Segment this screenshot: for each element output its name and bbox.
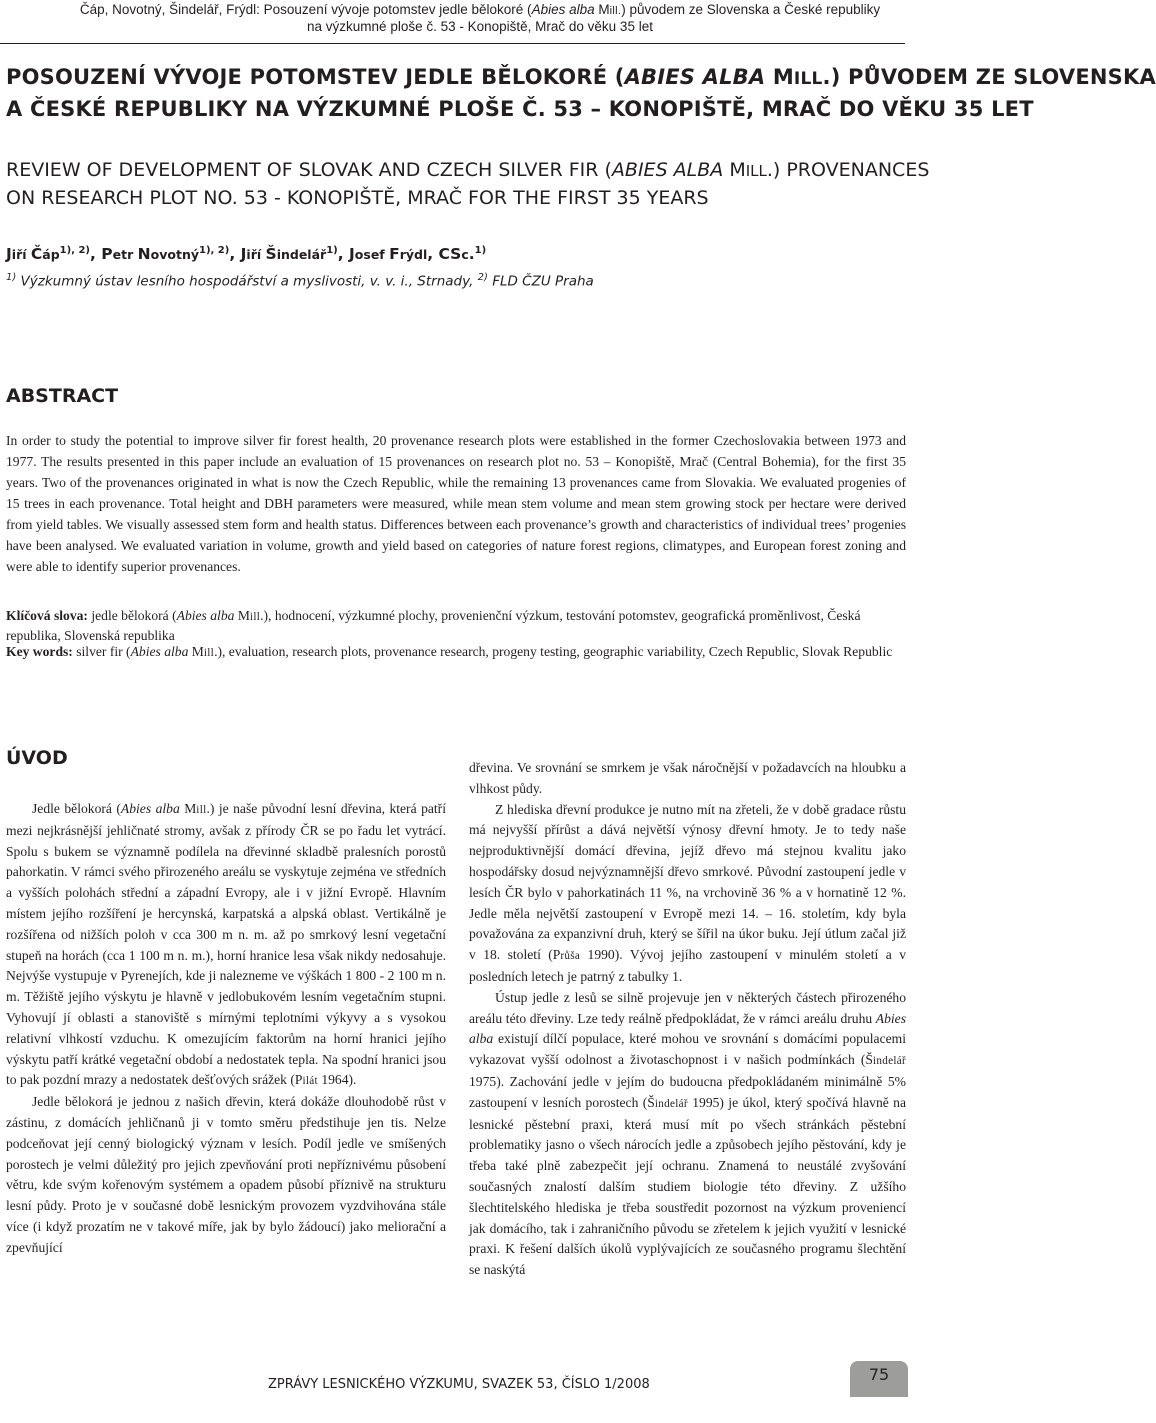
affiliation-text: FLD ČZU Praha xyxy=(487,273,594,290)
author-text: c xyxy=(461,247,469,263)
author-text: J xyxy=(349,245,355,264)
title-author: ILL xyxy=(745,162,767,180)
author-text: ovotný xyxy=(150,247,199,263)
paragraph-text: 1995) je úkol, který spočívá hlavně na lesnické pěstební praxi, která musí mít po všech stránkách pěstební problematiky jasno o všech nárocích jedle a způsobech jejího pěstování, kdy je třeba také plně zabezpečit její ochranu. Znamená to neustálé zvyšování současných znalostí dalším studiem biologie této dřeviny. Z užšího šlechtitelského hlediska je třeba soustředit pozornost na výzkum proveniencí jak domácího, tak i zahraničního původu se zřetelem k jejich využití v lesnické praxi. K řešení dalších úkolů vyplývajících ze současného programu šlechtění se naskýtá xyxy=(469,1094,907,1278)
keywords-text: .), evaluation, research plots, provenance research, progeny testing, geographic variability, Czech Republic, Slovak Republic xyxy=(214,644,893,659)
author-separator: , xyxy=(90,245,102,264)
citation-author: indelář xyxy=(872,1055,906,1068)
author-text: J xyxy=(240,245,247,264)
keywords-text: jedle bělokorá ( xyxy=(87,608,177,623)
citation-author: P xyxy=(552,947,561,963)
keywords-label: Key words: xyxy=(6,644,73,659)
keywords-czech xyxy=(6,607,906,645)
citation-author: Š xyxy=(647,1094,655,1110)
running-header-text: ) původem ze Slovenska a České republiky xyxy=(621,2,881,17)
author-text: rýdl xyxy=(399,247,428,263)
page-number: 75 xyxy=(868,1365,890,1384)
uvod-paragraph-2: Jedle bělokorá je jednou z našich dřevin, která dokáže dlouhodobě růst v zástinu, z domácích jehličnanů ji v tomto směru předstihuje jen tis. Nelze podceňovat její cenný biologický význam v lesích. Podíl jedle ve smíšených porostech je velmi důležitý pro jejich zpevňování proti nepříznivému působení větru, kde svým kořenovým systémem a opadem působí příznivě na strukturu lesní půdy. Proto je v současné době lesnickým provozem vyzdvihována stále více (i když prozatím ne v takové míře, jak by bylo žádoucí) jako meliorační a zpevňující xyxy=(6,1094,446,1255)
paragraph-text: 1975). Zachování jedle v jejím do budoucna předpokládaném minimálně 5% zastoupení v lesních porostech ( xyxy=(469,1073,906,1110)
author-affiliation-mark: 1) xyxy=(474,245,487,256)
author-text: indelář xyxy=(276,247,327,263)
paragraph-text: 1964). xyxy=(317,1072,357,1088)
paragraph-text: existují dílčí populace, které mohou ve srovnání s domácími populacemi vykazovat vyšší odolnost a životaschopnost i v našich podmínkách ( xyxy=(469,1031,906,1068)
keywords-label: Klíčová slova: xyxy=(6,608,88,623)
author-text: osef xyxy=(354,247,390,263)
affiliation-text: Výzkumný ústav lesního hospodářství a myslivosti, v. v. i., Strnady, xyxy=(16,273,478,290)
author-affiliation-mark: 1) xyxy=(326,245,338,256)
author-text: áp xyxy=(42,247,60,263)
abstract-heading: ABSTRACT xyxy=(6,385,119,407)
affiliation-mark: 1) xyxy=(6,272,17,283)
running-header-text: M xyxy=(594,2,610,17)
citation-author: Š xyxy=(865,1052,873,1068)
keywords-author: ill xyxy=(249,611,261,623)
author-affiliation-mark: 1), 2) xyxy=(59,245,90,256)
uvod-paragraph-2-continued: dřevina. Ve srovnání se smrkem je však náročnější v požadavcích na hloubku a vlhkost půdy. xyxy=(469,760,906,796)
paragraph-text: Z hlediska dřevní produkce je nutno mít na zřeteli, že v době gradace růstu má nejvyšší přírůst a dává největší výnosy dřevní hmoty. Je to tedy naše nejproduktivnější domácí dřevina, jejíž dřevo má stejnou kvalitu jako hospodářsky dosud nejvýznamnější dřevo smrkové. Původní zastoupení jedle v lesích ČR bylo v pahorkatinách 11 %, na vrchovině 36 % a v hornatině 12 %. Jedle měla největší zastoupení v Evropě mezi 14. – 16. stoletím, kdy byla považována za expanzivní druh, který se šířil na úkor buku. Její útlum začal již v 18. století ( xyxy=(469,801,906,963)
paragraph-text: M xyxy=(179,801,197,816)
citation-author: P xyxy=(294,1072,303,1088)
author-text: P xyxy=(101,245,113,264)
author-list xyxy=(6,245,486,263)
author-text: . xyxy=(468,245,475,264)
keywords-species: Abies alba xyxy=(130,644,189,659)
uvod-paragraph-1 xyxy=(6,799,446,1092)
title-czech-line2: A ČESKÉ REPUBLIKY NA VÝZKUMNÉ PLOŠE Č. 53 – KONOPIŠTĚ, MRAČ DO VĚKU 35 LET xyxy=(6,97,1034,121)
abstract-text: In order to study the potential to improve silver fir forest health, 20 provenance research plots were established in the former Czechoslovakia between 1973 and 1977. The results presented in this paper include an evaluation of 15 provenances on research plot no. 53 – Konopiště, Mrač (Central Bohemia), for the first 35 years. Two of the provenances originated in what is now the Czech Republic, while the remaining 13 provenances came from Slovakia. We evaluated progenies of 15 trees in each provenance. Total height and DBH parameters were measured, while mean stem volume and mean stem growing stock per hectare were derived from yield tables. We visually assessed stem form and health status. Differences between each provenance’s growth and characteristics of individual trees’ progenies have been analysed. We evaluated variation in volume, growth and yield based on categories of nature forest regions, climatypes, and European forest zoning and were able to identify superior provenances. xyxy=(6,433,906,574)
title-czech-line1 xyxy=(6,61,1156,95)
affiliation-mark: 2) xyxy=(477,272,488,283)
keywords-author: ill xyxy=(203,647,215,659)
running-header-text: Čáp, Novotný, Šindelář, Frýdl: Posouzení vývoje potomstev jedle bělokoré ( xyxy=(79,2,532,17)
paragraph-text: Jedle bělokorá ( xyxy=(32,801,121,816)
left-column xyxy=(6,799,446,1259)
citation-author: indelář xyxy=(654,1097,688,1110)
running-header-line1 xyxy=(0,2,960,19)
paragraph-text: .) je naše původní lesní dřevina, která patří mezi nejkrásnější jehličnaté stromy, avšak z přírody ČR se po řadu let vytrácí. Spolu s bukem se významně podílela na dřevinné skladbě pralesních porostů pahorkatin. V rámci svého přirozeného areálu se vyskytuje zejména ve středních a vyšších polohách střední a západní Evropy, ale i v jižní Evropě. Hlavním místem jejího rozšíření je hercynská, karpatská a alpská oblast. Vertikálně je rozšířena od nižších poloh v cca 300 m n. m. až po smrkový lesní vegetační stupeň na horách (cca 1 100 m n. m.), horní hranice lesa však nikdy nedosahuje. Nejvýše vystupuje v Pyrenejích, kde ji nalezneme ve výškách 1 800 - 2 100 m n. m. Těžiště jejího výskytu je hlavně v jedlobukovém lesním vegetačním stupni. Vyhovují jí oblasti a stanoviště s mírnými teplotními výkyvy a s vysokou relativní vlhkostí vzduchu. K omezujícím faktorům na horní hranici jejího výskytu patří krátké vegetační období a nedostatek tepla. Na spodní hranici jsou to pak pozdní mrazy a nedostatek dešťových srážek ( xyxy=(6,801,446,1088)
author-text: iří xyxy=(246,247,266,263)
running-header xyxy=(0,2,960,34)
citation-author: růša xyxy=(560,950,581,963)
author-text: etr xyxy=(112,247,138,263)
author-affiliation-mark: 1), 2) xyxy=(199,245,230,256)
paragraph-text: Ústup jedle z lesů se silně projevuje jen v některých částech přirozeného areálu této dřeviny. Lze tedy reálně předpokládat, že v rámci areálu druhu xyxy=(469,989,906,1026)
keywords-text: .), hodnocení, výzkumné plochy, provenienční výzkum, testování potomstev, geografická proměnlivost, Česká republika, Slovenská republika xyxy=(6,608,861,643)
author-text: Č xyxy=(30,245,43,264)
title-english-line2: ON RESEARCH PLOT NO. 53 - KONOPIŠTĚ, MRAČ FOR THE FIRST 35 YEARS xyxy=(6,187,709,209)
header-rule xyxy=(0,43,905,44)
right-column xyxy=(469,758,906,1281)
title-author: ILL xyxy=(793,69,823,89)
author-text: Š xyxy=(265,245,277,264)
uvod-paragraph-3 xyxy=(469,800,906,988)
keywords-species: Abies alba xyxy=(176,608,235,623)
title-text: M xyxy=(723,159,746,181)
running-header-author: ill. xyxy=(609,5,622,17)
running-header-species: Abies alba xyxy=(531,2,595,17)
author-text: iří xyxy=(11,247,31,263)
author-text: , CS xyxy=(427,245,462,264)
keywords-text: silver fir ( xyxy=(72,644,131,659)
citation-author: ilát xyxy=(302,1075,318,1088)
uvod-heading: ÚVOD xyxy=(6,747,68,769)
author-separator: , xyxy=(229,245,241,264)
author-text: J xyxy=(6,245,12,264)
author-separator: , xyxy=(337,245,350,264)
page-number-box xyxy=(850,1361,908,1397)
title-species: ABIES ALBA xyxy=(611,159,724,181)
affiliations xyxy=(6,272,594,290)
paragraph-species: Abies alba xyxy=(120,801,180,816)
keywords-text: M xyxy=(234,608,250,623)
keywords-english xyxy=(6,643,906,663)
title-english-line1 xyxy=(6,156,930,185)
author-text: N xyxy=(137,245,151,264)
paragraph-species: Abies alba xyxy=(469,1010,906,1047)
title-text: POSOUZENÍ VÝVOJE POTOMSTEV JEDLE BĚLOKORÉ ( xyxy=(6,65,625,89)
running-header-line2: na výzkumné ploše č. 53 - Konopiště, Mrač do věku 35 let xyxy=(307,19,653,34)
title-text: REVIEW OF DEVELOPMENT OF SLOVAK AND CZECH SILVER FIR ( xyxy=(6,159,612,181)
footer-journal: ZPRÁVY LESNICKÉHO VÝZKUMU, SVAZEK 53, ČÍSLO 1/2008 xyxy=(268,1377,650,1392)
uvod-paragraph-4 xyxy=(469,988,906,1281)
paragraph-text: 1990). Vývoj jejího zastoupení v minulém století a v posledních letech je patrný z tabulky 1. xyxy=(469,947,906,984)
title-species: ABIES ALBA xyxy=(624,65,766,89)
author-text: F xyxy=(389,245,400,264)
keywords-text: M xyxy=(188,644,204,659)
title-text: .) PŮVODEM ZE SLOVENSKA xyxy=(822,65,1156,89)
title-text: M xyxy=(765,65,794,89)
paragraph-author: ill xyxy=(196,804,207,816)
title-text: .) PROVENANCES xyxy=(766,159,930,181)
